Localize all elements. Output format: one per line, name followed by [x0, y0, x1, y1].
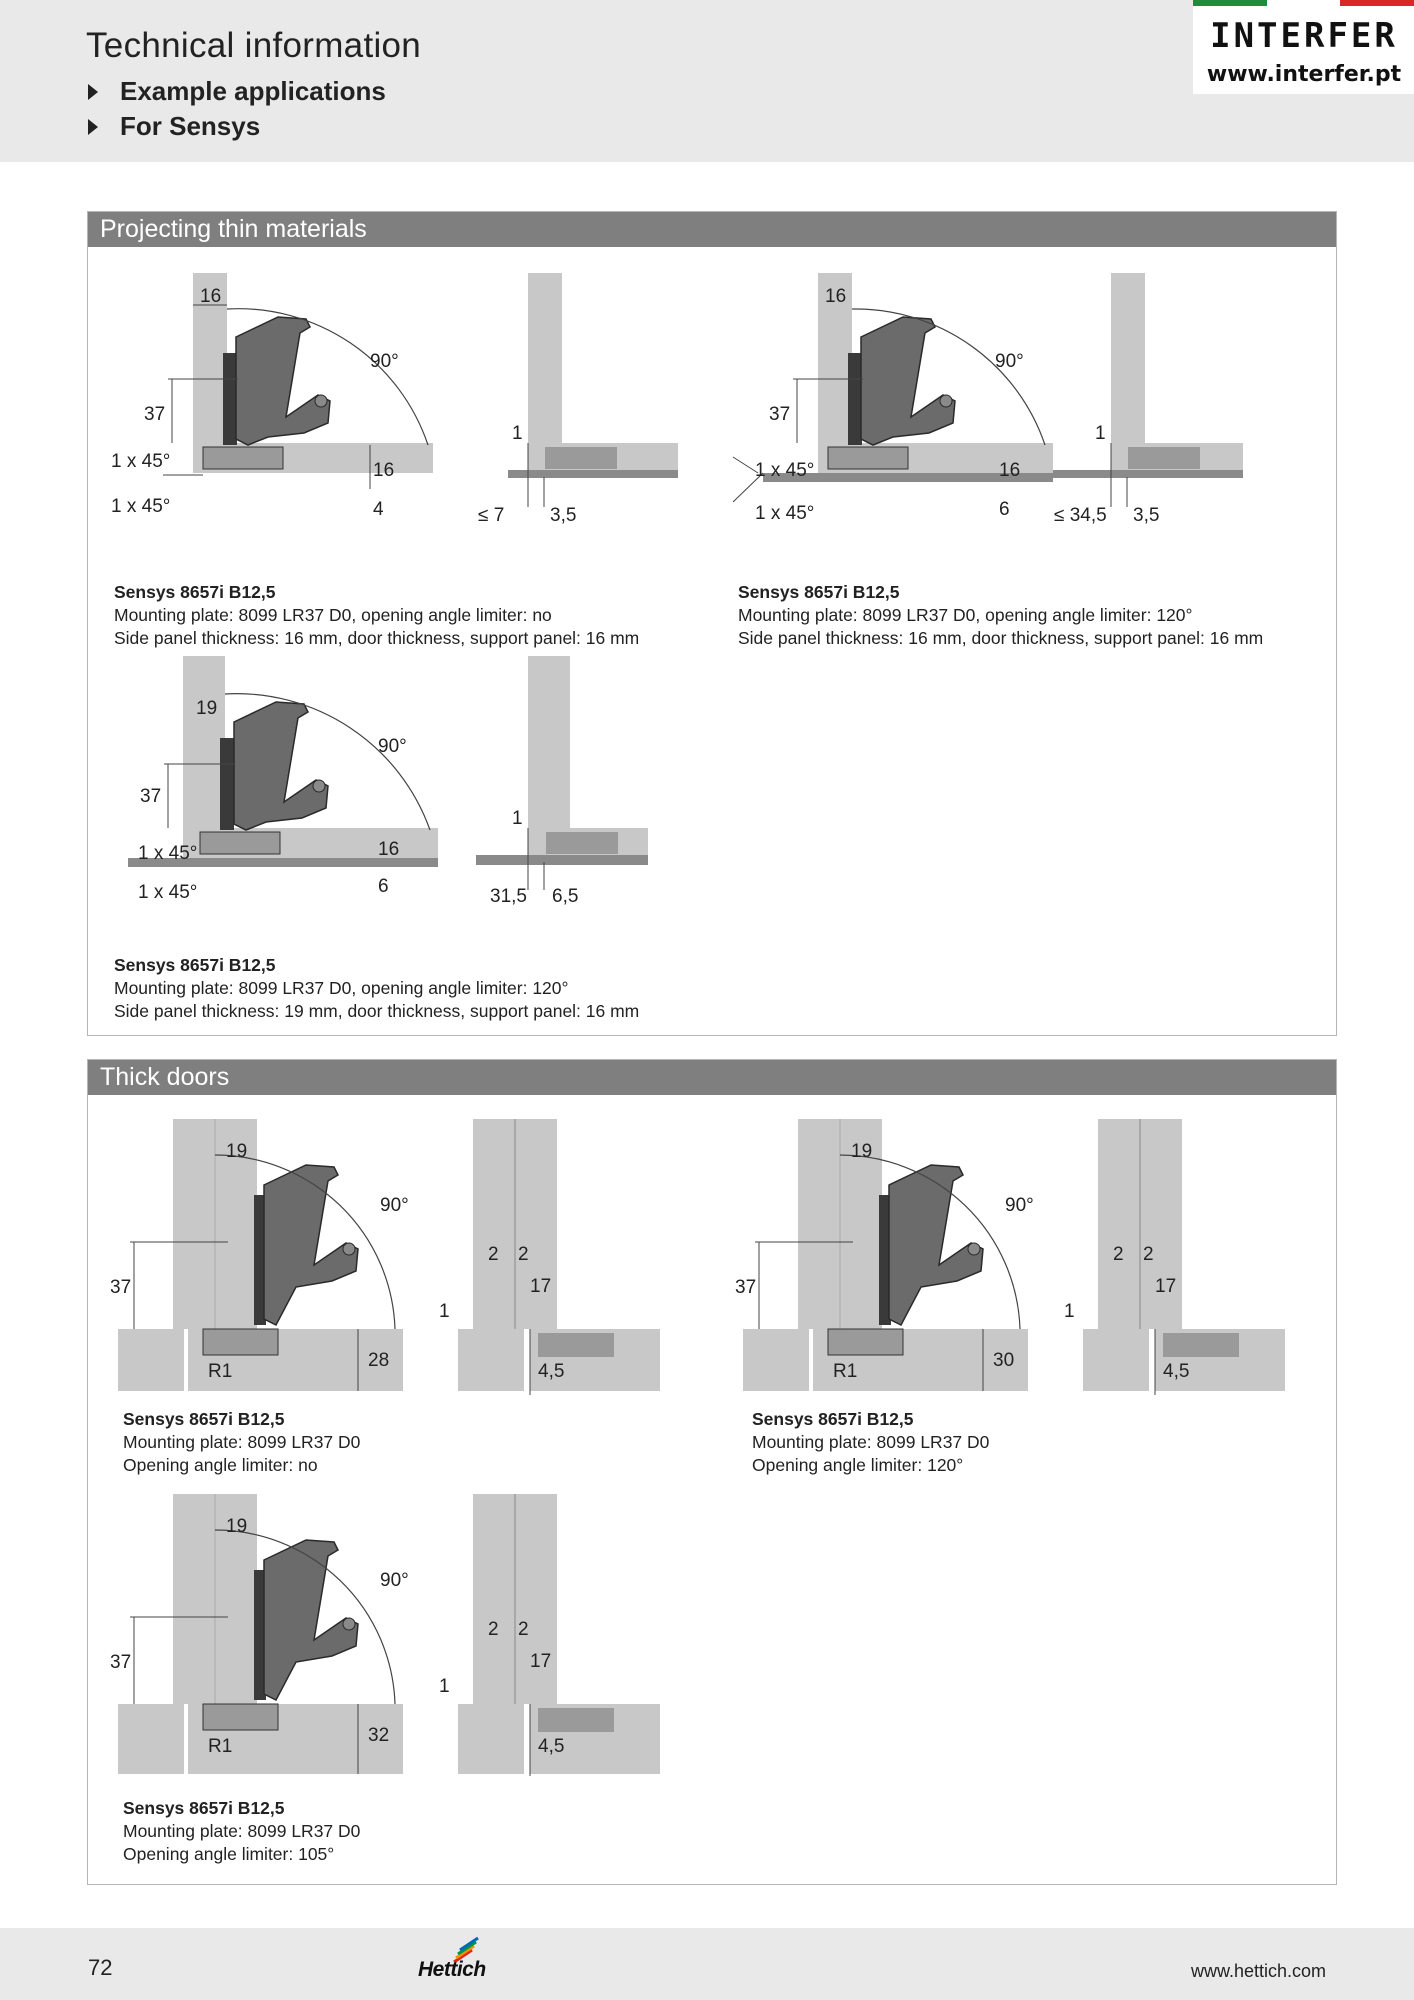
interfer-logo [1193, 0, 1414, 94]
caption-title: Sensys 8657i B12,5 [123, 1409, 285, 1429]
dim-angle: 90° [1005, 1195, 1034, 1216]
dim-radius: R1 [208, 1736, 233, 1757]
caption [114, 581, 639, 650]
flag-stripe [1193, 0, 1414, 6]
dim-door: 16 [999, 460, 1021, 481]
hinge-drawing [735, 1115, 1343, 1425]
caption-line: Mounting plate: 8099 LR37 D0 [752, 1432, 990, 1452]
caption-line: Opening angle limiter: no [123, 1455, 318, 1475]
dim-overlap: 4,5 [538, 1361, 565, 1382]
page-number: 72 [88, 1955, 113, 1980]
caption-line: Side panel thickness: 16 mm, door thickness, support panel: 16 mm [114, 628, 640, 648]
caption [123, 1408, 360, 1477]
page-title: Technical information [86, 26, 422, 65]
dim-offset: 17 [530, 1651, 552, 1672]
dim-overlap: 3,5 [550, 505, 577, 526]
caption-title: Sensys 8657i B12,5 [752, 1409, 914, 1429]
hinge-drawing [108, 652, 708, 962]
caption-line: Opening angle limiter: 120° [752, 1455, 964, 1475]
section-thick-doors [87, 1059, 1337, 1885]
caption-line: Side panel thickness: 19 mm, door thickness, support panel: 16 mm [114, 1001, 640, 1021]
dim-angle: 90° [370, 351, 399, 372]
caption-title: Sensys 8657i B12,5 [123, 1798, 285, 1818]
dim-gap: 1 [512, 423, 523, 444]
section-title: Thick doors [88, 1060, 1336, 1095]
dim-angle: 90° [995, 351, 1024, 372]
dim-gap-b: 2 [518, 1619, 529, 1640]
dim-door: 28 [368, 1350, 390, 1371]
subnav-item-for-sensys [88, 111, 260, 142]
hinge-diagram [108, 652, 708, 962]
caption-line: Mounting plate: 8099 LR37 D0 [123, 1821, 361, 1841]
dim-projection: ≤ 7 [478, 505, 505, 526]
hettich-wordmark: Hettich [418, 1958, 486, 1981]
dim-radius: R1 [208, 1361, 233, 1382]
dim-gap-a: 2 [488, 1619, 499, 1640]
hinge-diagram [735, 1115, 1343, 1425]
dim-side: 16 [825, 286, 847, 307]
dim-overlap: 4,5 [538, 1736, 565, 1757]
subnav-label: For Sensys [120, 111, 261, 141]
dim-angle: 90° [380, 1195, 409, 1216]
dim-height: 37 [110, 1277, 132, 1298]
dim-chamfer-bottom: 1 x 45° [138, 882, 198, 903]
dim-chamfer-bottom: 1 x 45° [111, 496, 171, 517]
subnav-label: Example applications [120, 76, 386, 106]
dim-gap-b: 2 [518, 1244, 529, 1265]
caption-line: Mounting plate: 8099 LR37 D0, opening angle limiter: no [114, 605, 552, 625]
dim-side: 19 [226, 1141, 248, 1162]
dim-angle: 90° [378, 736, 407, 757]
dim-gap: 1 [439, 1676, 450, 1697]
caption-line: Side panel thickness: 16 mm, door thickness, support panel: 16 mm [738, 628, 1264, 648]
subnav-item-example-applications [88, 76, 386, 107]
dim-support: 6 [378, 876, 389, 897]
hinge-drawing [110, 1490, 718, 1800]
caption-title: Sensys 8657i B12,5 [738, 582, 900, 602]
caption [123, 1797, 360, 1866]
hinge-diagram [733, 267, 1333, 577]
caption-title: Sensys 8657i B12,5 [114, 582, 276, 602]
dim-overlap: 6,5 [552, 886, 579, 907]
dim-door: 30 [993, 1350, 1015, 1371]
dim-gap-a: 2 [1113, 1244, 1124, 1265]
dim-height: 37 [769, 404, 791, 425]
caption-line: Opening angle limiter: 105° [123, 1844, 335, 1864]
hinge-drawing [110, 1115, 718, 1425]
dim-height: 37 [735, 1277, 757, 1298]
dim-gap-a: 2 [488, 1244, 499, 1265]
dim-gap: 1 [439, 1301, 450, 1322]
caption-line: Mounting plate: 8099 LR37 D0 [123, 1432, 361, 1452]
dim-support: 4 [373, 499, 384, 520]
dim-offset: 17 [1155, 1276, 1177, 1297]
logo-wordmark: INTERFER [1210, 16, 1398, 56]
caption [114, 954, 639, 1023]
dim-overlap: 4,5 [1163, 1361, 1190, 1382]
dim-door: 16 [378, 839, 400, 860]
triangle-right-icon [88, 119, 98, 135]
hinge-drawing [108, 267, 708, 577]
dim-chamfer-bottom: 1 x 45° [755, 503, 815, 524]
dim-side: 16 [200, 286, 222, 307]
dim-chamfer-top: 1 x 45° [755, 460, 815, 481]
caption-line: Mounting plate: 8099 LR37 D0, opening angle limiter: 120° [114, 978, 569, 998]
dim-side: 19 [851, 1141, 873, 1162]
dim-gap: 1 [512, 808, 523, 829]
dim-offset: 17 [530, 1276, 552, 1297]
dim-height: 37 [140, 786, 162, 807]
section-title: Projecting thin materials [88, 212, 1336, 247]
dim-gap: 1 [1095, 423, 1106, 444]
section-projecting-thin-materials [87, 211, 1337, 1036]
dim-radius: R1 [833, 1361, 858, 1382]
hinge-drawing [733, 267, 1333, 577]
dim-projection: ≤ 34,5 [1054, 505, 1107, 526]
caption [738, 581, 1263, 650]
dim-overlap: 3,5 [1133, 505, 1160, 526]
dim-height: 37 [110, 1652, 132, 1673]
dim-gap: 1 [1064, 1301, 1075, 1322]
logo-url: www.interfer.pt [1206, 62, 1402, 87]
hinge-diagram [110, 1115, 718, 1425]
caption-line: Mounting plate: 8099 LR37 D0, opening angle limiter: 120° [738, 605, 1193, 625]
dim-side: 19 [226, 1516, 248, 1537]
dim-door: 32 [368, 1725, 390, 1746]
dim-chamfer-top: 1 x 45° [111, 451, 171, 472]
dim-angle: 90° [380, 1570, 409, 1591]
hinge-diagram [108, 267, 708, 577]
dim-support: 6 [999, 499, 1010, 520]
caption-title: Sensys 8657i B12,5 [114, 955, 276, 975]
hettich-logo [418, 1936, 508, 1986]
dim-projection: 31,5 [490, 886, 527, 907]
caption [752, 1408, 989, 1477]
dim-gap-b: 2 [1143, 1244, 1154, 1265]
dim-chamfer-top: 1 x 45° [138, 843, 198, 864]
dim-side: 19 [196, 698, 218, 719]
dim-door: 16 [373, 460, 395, 481]
footer-url: www.hettich.com [1191, 1961, 1327, 1981]
hinge-diagram [110, 1490, 718, 1800]
triangle-right-icon [88, 84, 98, 100]
dim-height: 37 [144, 404, 166, 425]
